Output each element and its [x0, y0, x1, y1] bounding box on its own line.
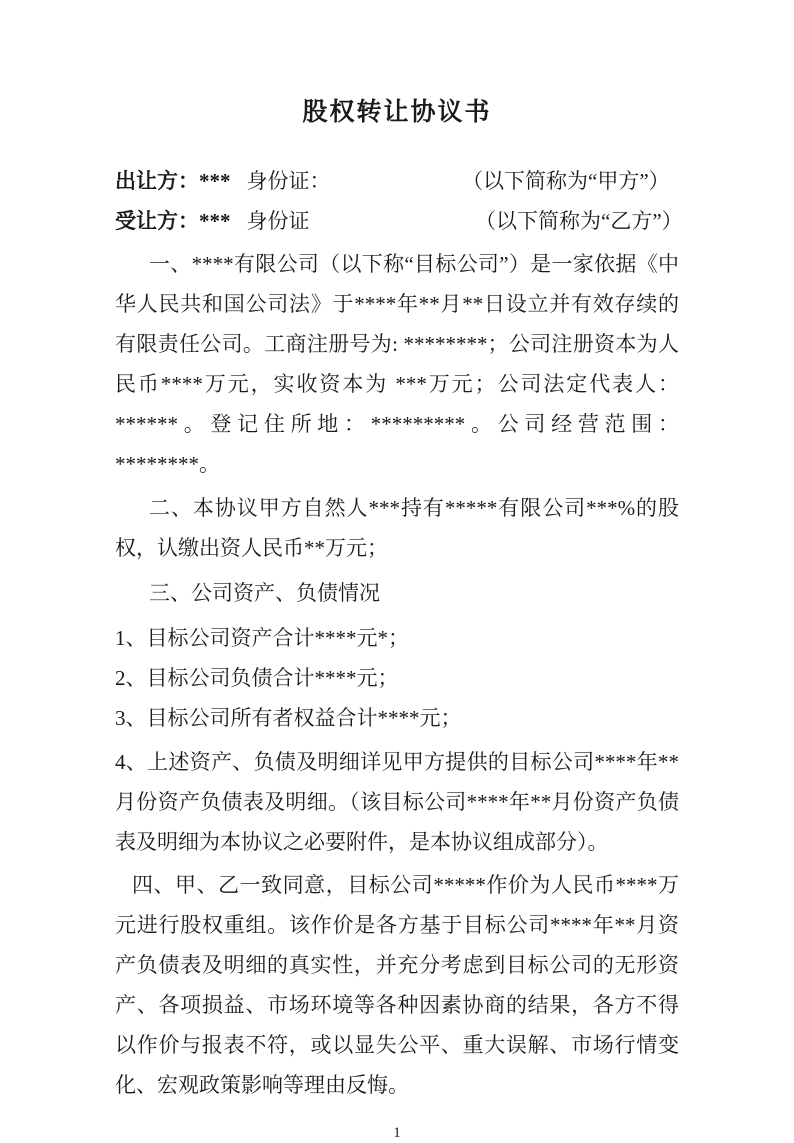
- clause-3-heading: 三、公司资产、负债情况: [149, 581, 380, 605]
- party-line-transferee: [115, 201, 683, 241]
- clause-3-item-4: 4、上述资产、负债及明细详见甲方提供的目标公司****年**月份资产负债表及明细。（该目标公司****年**月份资产负债表及明细为本协议之必要附件，是本协议组成部分）。: [115, 750, 679, 854]
- party-line-transferor: [115, 161, 679, 201]
- clause-3-item-1: 1、目标公司资产合计****元*；: [115, 626, 409, 650]
- clause-3-item-2: 2、目标公司负债合计****元；: [115, 666, 399, 690]
- clause-1: 一、****有限公司（以下称“目标公司”）是一家依据《中华人民共和国公司法》于****年**月**日设立并有效存续的有限责任公司。工商注册号为: ********；公司注册资本为人民币****万元，实收资本为 ***万元；公司法定代表人：******。登记住所地：*********。公司经营范围：********。: [115, 252, 679, 476]
- page-number: 1: [393, 1125, 401, 1141]
- transferee-id-label: 身份证: [246, 209, 310, 233]
- clause-3-item-3: 3、目标公司所有者权益合计****元；: [115, 706, 462, 730]
- transferor-alias-note: （以下简称为“甲方”）: [462, 169, 670, 193]
- clause-4: 四、甲、乙一致同意，目标公司*****作价为人民币****万元进行股权重组。该作价是各方基于目标公司****年**月资产负债表及明细的真实性，并充分考虑到目标公司的无形资产、各项损益、市场环境等各种因素协商的结果，各方不得以作价与报表不符，或以显失公平、重大误解、市场行情变化、宏观政策影响等理由反悔。: [115, 873, 679, 1097]
- transferor-id-label: 身份证：: [246, 169, 331, 193]
- document-title: 股权转让协议书: [302, 99, 492, 126]
- clause-2: 二、本协议甲方自然人***持有*****有限公司***%的股权，认缴出资人民币**万元；: [115, 496, 679, 560]
- transferee-role-label: 受让方：***: [115, 209, 231, 233]
- transferee-alias-note: （以下简称为“乙方”）: [475, 209, 683, 233]
- transferor-role-label: 出让方：***: [115, 169, 231, 193]
